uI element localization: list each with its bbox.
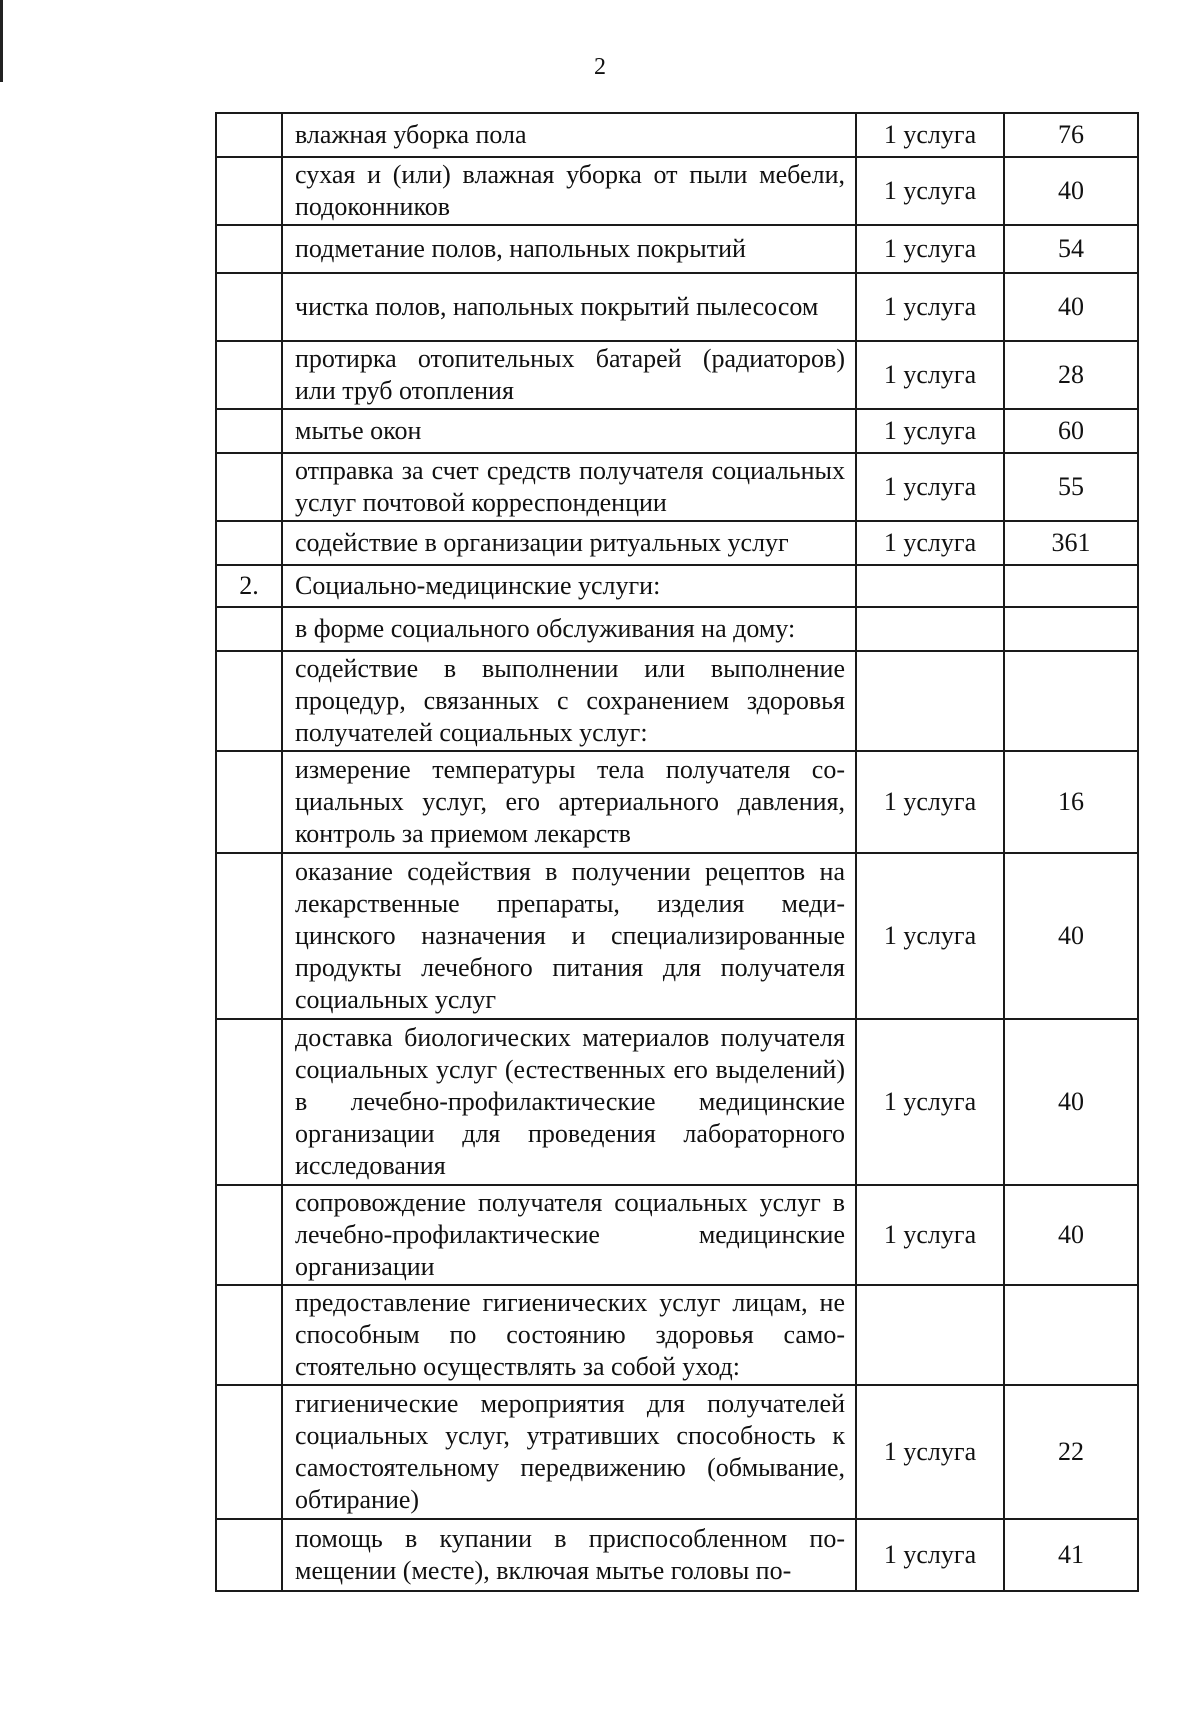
service-unit: 1 услуга <box>856 521 1004 565</box>
service-unit: 1 услуга <box>856 273 1004 341</box>
service-unit: 1 услуга <box>856 1385 1004 1519</box>
service-description: сухая и (или) влажная уборка от пыли мебели, подоконников <box>282 157 856 225</box>
service-price: 40 <box>1004 1185 1138 1285</box>
table-row <box>216 1185 1138 1285</box>
service-unit: 1 услуга <box>856 853 1004 1019</box>
service-price: 40 <box>1004 853 1138 1019</box>
table-row <box>216 453 1138 521</box>
row-number <box>216 607 282 651</box>
service-price: 22 <box>1004 1385 1138 1519</box>
row-number <box>216 341 282 409</box>
service-description: оказание содействия в получении рецептов на лекарственные препараты, изделия медицинского назначения и специализированные продукты лечебного питания для получателя социальных услуг <box>282 853 856 1019</box>
row-number <box>216 521 282 565</box>
service-price: 76 <box>1004 113 1138 157</box>
table-row <box>216 853 1138 1019</box>
service-unit: 1 услуга <box>856 751 1004 853</box>
section-number: 2. <box>216 565 282 607</box>
service-description: влажная уборка пола <box>282 113 856 157</box>
row-number <box>216 651 282 751</box>
service-unit: 1 услуга <box>856 341 1004 409</box>
table-row <box>216 157 1138 225</box>
service-price: 54 <box>1004 225 1138 273</box>
service-unit: 1 услуга <box>856 1519 1004 1591</box>
service-unit <box>856 1285 1004 1385</box>
service-unit: 1 услуга <box>856 225 1004 273</box>
service-description: мытье окон <box>282 409 856 453</box>
subheader-text: предоставление гигиенических услуг лицам, не способным по состоянию здоровья самостоятельно осуществлять за собой уход: <box>282 1285 856 1385</box>
page-number: 2 <box>594 54 606 80</box>
row-number <box>216 453 282 521</box>
table-row <box>216 273 1138 341</box>
table-row <box>216 1385 1138 1519</box>
row-number <box>216 1385 282 1519</box>
service-unit <box>856 607 1004 651</box>
table-row <box>216 341 1138 409</box>
service-description: содействие в организации ритуальных услуг <box>282 521 856 565</box>
row-number <box>216 409 282 453</box>
row-number <box>216 1285 282 1385</box>
row-number <box>216 1019 282 1185</box>
service-unit: 1 услуга <box>856 157 1004 225</box>
service-description: чистка полов, напольных покрытий пылесосом <box>282 273 856 341</box>
service-price <box>1004 1285 1138 1385</box>
service-unit: 1 услуга <box>856 1185 1004 1285</box>
section-title: Социально-медицинские услуги: <box>282 565 856 607</box>
service-price <box>1004 565 1138 607</box>
service-price: 41 <box>1004 1519 1138 1591</box>
row-number <box>216 157 282 225</box>
table-row <box>216 409 1138 453</box>
table-row <box>216 751 1138 853</box>
service-unit: 1 услуга <box>856 453 1004 521</box>
row-number <box>216 1519 282 1591</box>
service-description: протирка отопительных батарей (радиаторов) или труб отопления <box>282 341 856 409</box>
service-price: 40 <box>1004 157 1138 225</box>
service-price <box>1004 607 1138 651</box>
service-unit <box>856 565 1004 607</box>
service-price: 55 <box>1004 453 1138 521</box>
service-unit: 1 услуга <box>856 409 1004 453</box>
service-unit: 1 услуга <box>856 1019 1004 1185</box>
service-price: 16 <box>1004 751 1138 853</box>
service-description: помощь в купании в приспособленном помещении (месте), включая мытье головы по- <box>282 1519 856 1591</box>
service-description: измерение температуры тела получателя социальных услуг, его артериального давления, контроль за приемом лекарств <box>282 751 856 853</box>
service-unit: 1 услуга <box>856 113 1004 157</box>
service-price: 60 <box>1004 409 1138 453</box>
subheader-text: в форме социального обслуживания на дому: <box>282 607 856 651</box>
service-description: отправка за счет средств получателя социальных услуг почтовой корреспонденции <box>282 453 856 521</box>
table-row <box>216 225 1138 273</box>
services-table <box>215 112 1139 1592</box>
table-subheader-row <box>216 651 1138 751</box>
service-price <box>1004 651 1138 751</box>
row-number <box>216 273 282 341</box>
service-price: 361 <box>1004 521 1138 565</box>
row-number <box>216 1185 282 1285</box>
service-description: доставка биологических материалов получателя социальных услуг (естественных его выделений) в лечебно-профилактические медицинские организации для проведения лабораторного исследования <box>282 1019 856 1185</box>
service-description: подметание полов, напольных покрытий <box>282 225 856 273</box>
table-row <box>216 113 1138 157</box>
row-number <box>216 225 282 273</box>
service-unit <box>856 651 1004 751</box>
subheader-text: содействие в выполнении или выполнение процедур, связанных с сохранением здоровья получателей социальных услуг: <box>282 651 856 751</box>
service-description: гигиенические мероприятия для получателей социальных услуг, утративших способность к самостоятельному передвижению (обмывание, обтирание) <box>282 1385 856 1519</box>
row-number <box>216 853 282 1019</box>
table-subheader-row <box>216 607 1138 651</box>
service-price: 40 <box>1004 273 1138 341</box>
table-subheader-row <box>216 1285 1138 1385</box>
table-section-row <box>216 565 1138 607</box>
table-row <box>216 1519 1138 1591</box>
row-number <box>216 113 282 157</box>
service-price: 40 <box>1004 1019 1138 1185</box>
row-number <box>216 751 282 853</box>
table-row <box>216 521 1138 565</box>
table-row <box>216 1019 1138 1185</box>
service-description: сопровождение получателя социальных услуг в лечебно-профилактические медицинские организации <box>282 1185 856 1285</box>
service-price: 28 <box>1004 341 1138 409</box>
